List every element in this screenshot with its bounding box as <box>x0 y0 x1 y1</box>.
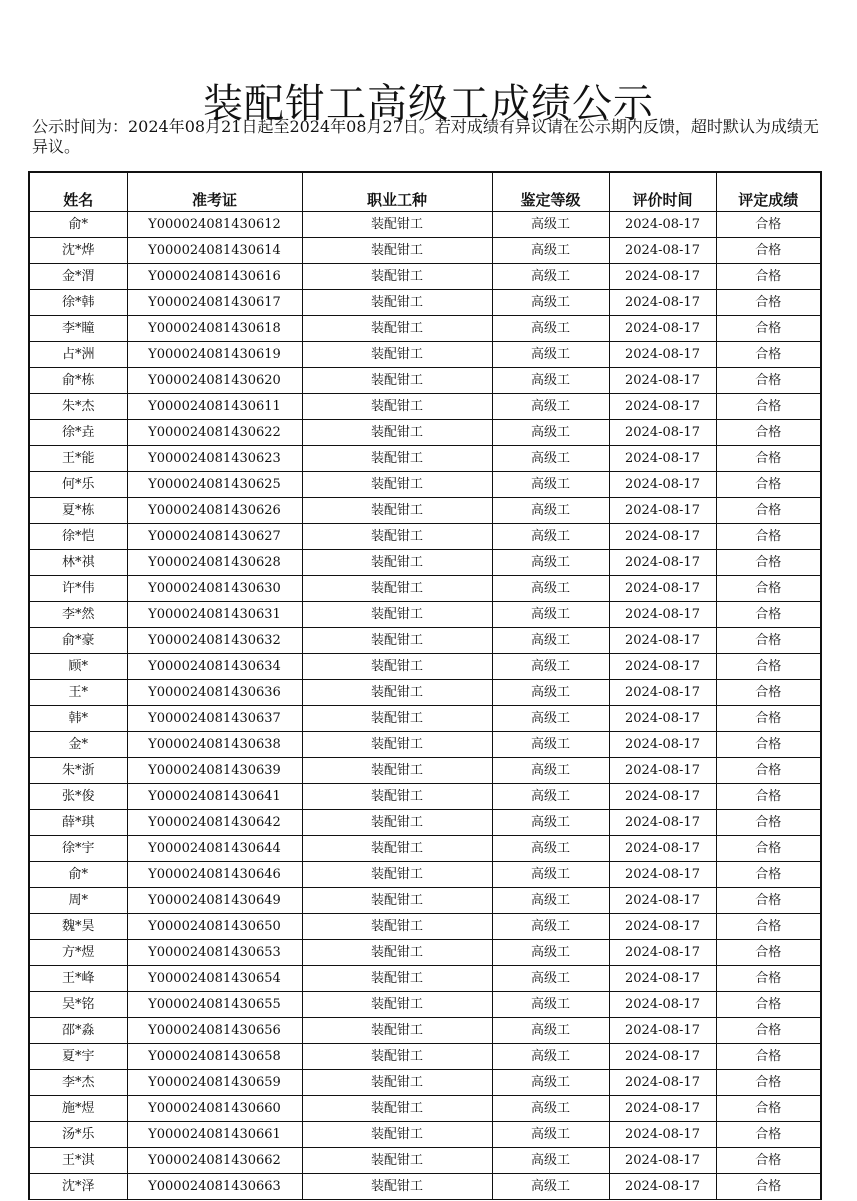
cell-name: 魏*昊 <box>29 913 127 939</box>
cell-result: 合格 <box>716 263 821 289</box>
cell-occupation: 装配钳工 <box>302 965 492 991</box>
cell-eval-date: 2024-08-17 <box>609 939 716 965</box>
table-row <box>29 705 821 731</box>
cell-level: 高级工 <box>492 601 609 627</box>
cell-ticket-number: Y000024081430623 <box>127 445 302 471</box>
cell-ticket-number: Y000024081430616 <box>127 263 302 289</box>
cell-result: 合格 <box>716 601 821 627</box>
cell-occupation: 装配钳工 <box>302 367 492 393</box>
cell-eval-date: 2024-08-17 <box>609 1173 716 1199</box>
cell-level: 高级工 <box>492 1173 609 1199</box>
cell-occupation: 装配钳工 <box>302 705 492 731</box>
cell-result: 合格 <box>716 1017 821 1043</box>
cell-result: 合格 <box>716 211 821 237</box>
cell-eval-date: 2024-08-17 <box>609 1147 716 1173</box>
cell-ticket-number: Y000024081430653 <box>127 939 302 965</box>
cell-eval-date: 2024-08-17 <box>609 263 716 289</box>
cell-result: 合格 <box>716 1043 821 1069</box>
cell-eval-date: 2024-08-17 <box>609 471 716 497</box>
cell-occupation: 装配钳工 <box>302 757 492 783</box>
cell-level: 高级工 <box>492 679 609 705</box>
cell-result: 合格 <box>716 991 821 1017</box>
cell-level: 高级工 <box>492 809 609 835</box>
cell-occupation: 装配钳工 <box>302 419 492 445</box>
cell-occupation: 装配钳工 <box>302 679 492 705</box>
cell-result: 合格 <box>716 549 821 575</box>
cell-name: 王*能 <box>29 445 127 471</box>
table-body <box>29 211 821 1199</box>
cell-occupation: 装配钳工 <box>302 835 492 861</box>
table-row <box>29 991 821 1017</box>
cell-ticket-number: Y000024081430659 <box>127 1069 302 1095</box>
cell-result: 合格 <box>716 835 821 861</box>
cell-result: 合格 <box>716 367 821 393</box>
cell-result: 合格 <box>716 965 821 991</box>
cell-eval-date: 2024-08-17 <box>609 1017 716 1043</box>
cell-ticket-number: Y000024081430626 <box>127 497 302 523</box>
cell-ticket-number: Y000024081430634 <box>127 653 302 679</box>
table-row <box>29 887 821 913</box>
cell-eval-date: 2024-08-17 <box>609 367 716 393</box>
table-row <box>29 263 821 289</box>
cell-occupation: 装配钳工 <box>302 939 492 965</box>
notice-text: 公示时间为：2024年08月21日起至2024年08月27日。若对成绩有异议请在公示期内反馈，超时默认为成绩无异议。 <box>32 117 819 156</box>
cell-occupation: 装配钳工 <box>302 315 492 341</box>
cell-level: 高级工 <box>492 1069 609 1095</box>
cell-level: 高级工 <box>492 419 609 445</box>
cell-ticket-number: Y000024081430646 <box>127 861 302 887</box>
cell-level: 高级工 <box>492 289 609 315</box>
cell-name: 林*祺 <box>29 549 127 575</box>
cell-result: 合格 <box>716 419 821 445</box>
cell-name: 王*峰 <box>29 965 127 991</box>
cell-name: 张*俊 <box>29 783 127 809</box>
cell-eval-date: 2024-08-17 <box>609 549 716 575</box>
cell-level: 高级工 <box>492 471 609 497</box>
cell-name: 俞* <box>29 861 127 887</box>
cell-eval-date: 2024-08-17 <box>609 393 716 419</box>
cell-eval-date: 2024-08-17 <box>609 601 716 627</box>
cell-level: 高级工 <box>492 1043 609 1069</box>
cell-level: 高级工 <box>492 913 609 939</box>
cell-level: 高级工 <box>492 237 609 263</box>
cell-occupation: 装配钳工 <box>302 263 492 289</box>
table-row <box>29 315 821 341</box>
cell-result: 合格 <box>716 731 821 757</box>
table-row <box>29 1121 821 1147</box>
cell-eval-date: 2024-08-17 <box>609 1095 716 1121</box>
cell-occupation: 装配钳工 <box>302 861 492 887</box>
cell-name: 邵*淼 <box>29 1017 127 1043</box>
cell-level: 高级工 <box>492 835 609 861</box>
cell-level: 高级工 <box>492 731 609 757</box>
cell-name: 薛*琪 <box>29 809 127 835</box>
cell-eval-date: 2024-08-17 <box>609 315 716 341</box>
cell-ticket-number: Y000024081430655 <box>127 991 302 1017</box>
cell-occupation: 装配钳工 <box>302 393 492 419</box>
cell-ticket-number: Y000024081430627 <box>127 523 302 549</box>
cell-ticket-number: Y000024081430614 <box>127 237 302 263</box>
cell-occupation: 装配钳工 <box>302 523 492 549</box>
cell-level: 高级工 <box>492 1121 609 1147</box>
cell-eval-date: 2024-08-17 <box>609 1121 716 1147</box>
cell-ticket-number: Y000024081430658 <box>127 1043 302 1069</box>
table-row <box>29 367 821 393</box>
cell-ticket-number: Y000024081430625 <box>127 471 302 497</box>
table-row <box>29 861 821 887</box>
table-row <box>29 679 821 705</box>
cell-eval-date: 2024-08-17 <box>609 341 716 367</box>
table-row <box>29 1147 821 1173</box>
cell-ticket-number: Y000024081430637 <box>127 705 302 731</box>
table-row <box>29 913 821 939</box>
cell-result: 合格 <box>716 1173 821 1199</box>
cell-occupation: 装配钳工 <box>302 887 492 913</box>
cell-result: 合格 <box>716 341 821 367</box>
cell-result: 合格 <box>716 575 821 601</box>
cell-name: 金* <box>29 731 127 757</box>
cell-name: 占*洲 <box>29 341 127 367</box>
header-eval-date: 评价时间 <box>609 172 716 211</box>
cell-name: 俞*栋 <box>29 367 127 393</box>
header-name: 姓名 <box>29 172 127 211</box>
cell-name: 徐*韩 <box>29 289 127 315</box>
cell-result: 合格 <box>716 861 821 887</box>
cell-occupation: 装配钳工 <box>302 783 492 809</box>
table-row <box>29 653 821 679</box>
cell-eval-date: 2024-08-17 <box>609 809 716 835</box>
cell-ticket-number: Y000024081430641 <box>127 783 302 809</box>
cell-occupation: 装配钳工 <box>302 809 492 835</box>
cell-name: 王* <box>29 679 127 705</box>
header-occupation: 职业工种 <box>302 172 492 211</box>
cell-ticket-number: Y000024081430617 <box>127 289 302 315</box>
cell-name: 王*淇 <box>29 1147 127 1173</box>
cell-level: 高级工 <box>492 757 609 783</box>
cell-eval-date: 2024-08-17 <box>609 783 716 809</box>
cell-level: 高级工 <box>492 861 609 887</box>
cell-result: 合格 <box>716 471 821 497</box>
table-row <box>29 757 821 783</box>
cell-result: 合格 <box>716 315 821 341</box>
cell-occupation: 装配钳工 <box>302 575 492 601</box>
cell-result: 合格 <box>716 1147 821 1173</box>
cell-result: 合格 <box>716 497 821 523</box>
cell-occupation: 装配钳工 <box>302 471 492 497</box>
cell-occupation: 装配钳工 <box>302 549 492 575</box>
cell-eval-date: 2024-08-17 <box>609 627 716 653</box>
cell-name: 徐*垚 <box>29 419 127 445</box>
cell-name: 李*杰 <box>29 1069 127 1095</box>
cell-level: 高级工 <box>492 1017 609 1043</box>
table-row <box>29 783 821 809</box>
cell-eval-date: 2024-08-17 <box>609 575 716 601</box>
table-row <box>29 1095 821 1121</box>
cell-occupation: 装配钳工 <box>302 341 492 367</box>
cell-name: 吴*铭 <box>29 991 127 1017</box>
table-row <box>29 1043 821 1069</box>
cell-name: 朱*浙 <box>29 757 127 783</box>
cell-name: 韩* <box>29 705 127 731</box>
table-row <box>29 835 821 861</box>
cell-ticket-number: Y000024081430630 <box>127 575 302 601</box>
cell-result: 合格 <box>716 705 821 731</box>
table-row <box>29 575 821 601</box>
cell-occupation: 装配钳工 <box>302 211 492 237</box>
cell-ticket-number: Y000024081430611 <box>127 393 302 419</box>
table-row <box>29 445 821 471</box>
cell-level: 高级工 <box>492 1095 609 1121</box>
cell-ticket-number: Y000024081430636 <box>127 679 302 705</box>
table-row <box>29 523 821 549</box>
header-level: 鉴定等级 <box>492 172 609 211</box>
table-row <box>29 731 821 757</box>
cell-level: 高级工 <box>492 965 609 991</box>
table-row <box>29 237 821 263</box>
table-row <box>29 419 821 445</box>
table-header <box>29 172 821 211</box>
table-row <box>29 341 821 367</box>
cell-level: 高级工 <box>492 783 609 809</box>
cell-occupation: 装配钳工 <box>302 1095 492 1121</box>
cell-name: 许*伟 <box>29 575 127 601</box>
header-result: 评定成绩 <box>716 172 821 211</box>
cell-name: 施*煜 <box>29 1095 127 1121</box>
cell-name: 方*煜 <box>29 939 127 965</box>
cell-level: 高级工 <box>492 497 609 523</box>
cell-occupation: 装配钳工 <box>302 1017 492 1043</box>
cell-result: 合格 <box>716 289 821 315</box>
cell-ticket-number: Y000024081430650 <box>127 913 302 939</box>
cell-level: 高级工 <box>492 263 609 289</box>
table-row <box>29 211 821 237</box>
cell-ticket-number: Y000024081430619 <box>127 341 302 367</box>
cell-name: 金*渭 <box>29 263 127 289</box>
table-row <box>29 289 821 315</box>
cell-ticket-number: Y000024081430654 <box>127 965 302 991</box>
table-row <box>29 965 821 991</box>
cell-ticket-number: Y000024081430661 <box>127 1121 302 1147</box>
cell-name: 沈*烨 <box>29 237 127 263</box>
table-row <box>29 549 821 575</box>
cell-eval-date: 2024-08-17 <box>609 861 716 887</box>
cell-occupation: 装配钳工 <box>302 1069 492 1095</box>
cell-result: 合格 <box>716 809 821 835</box>
cell-level: 高级工 <box>492 445 609 471</box>
cell-ticket-number: Y000024081430631 <box>127 601 302 627</box>
cell-level: 高级工 <box>492 705 609 731</box>
cell-name: 朱*杰 <box>29 393 127 419</box>
cell-ticket-number: Y000024081430638 <box>127 731 302 757</box>
results-table <box>28 171 822 1200</box>
cell-eval-date: 2024-08-17 <box>609 887 716 913</box>
cell-eval-date: 2024-08-17 <box>609 913 716 939</box>
cell-name: 顾* <box>29 653 127 679</box>
table-row <box>29 809 821 835</box>
cell-eval-date: 2024-08-17 <box>609 705 716 731</box>
table-row <box>29 1017 821 1043</box>
header-row <box>29 172 821 211</box>
table-row <box>29 393 821 419</box>
cell-result: 合格 <box>716 757 821 783</box>
cell-ticket-number: Y000024081430618 <box>127 315 302 341</box>
cell-occupation: 装配钳工 <box>302 497 492 523</box>
cell-occupation: 装配钳工 <box>302 445 492 471</box>
cell-eval-date: 2024-08-17 <box>609 679 716 705</box>
cell-result: 合格 <box>716 1069 821 1095</box>
cell-name: 汤*乐 <box>29 1121 127 1147</box>
cell-result: 合格 <box>716 1121 821 1147</box>
cell-name: 夏*栋 <box>29 497 127 523</box>
cell-ticket-number: Y000024081430620 <box>127 367 302 393</box>
cell-occupation: 装配钳工 <box>302 627 492 653</box>
cell-result: 合格 <box>716 939 821 965</box>
cell-ticket-number: Y000024081430642 <box>127 809 302 835</box>
cell-occupation: 装配钳工 <box>302 1147 492 1173</box>
cell-name: 夏*宇 <box>29 1043 127 1069</box>
cell-name: 俞*豪 <box>29 627 127 653</box>
cell-name: 李*然 <box>29 601 127 627</box>
cell-result: 合格 <box>716 783 821 809</box>
cell-level: 高级工 <box>492 627 609 653</box>
table-row <box>29 471 821 497</box>
cell-level: 高级工 <box>492 549 609 575</box>
cell-occupation: 装配钳工 <box>302 1121 492 1147</box>
cell-occupation: 装配钳工 <box>302 601 492 627</box>
cell-level: 高级工 <box>492 575 609 601</box>
cell-eval-date: 2024-08-17 <box>609 835 716 861</box>
cell-name: 沈*泽 <box>29 1173 127 1199</box>
cell-name: 周* <box>29 887 127 913</box>
cell-eval-date: 2024-08-17 <box>609 965 716 991</box>
cell-level: 高级工 <box>492 523 609 549</box>
table-row <box>29 497 821 523</box>
cell-eval-date: 2024-08-17 <box>609 1043 716 1069</box>
cell-name: 俞* <box>29 211 127 237</box>
cell-occupation: 装配钳工 <box>302 653 492 679</box>
cell-ticket-number: Y000024081430660 <box>127 1095 302 1121</box>
cell-eval-date: 2024-08-17 <box>609 497 716 523</box>
cell-level: 高级工 <box>492 341 609 367</box>
cell-ticket-number: Y000024081430663 <box>127 1173 302 1199</box>
cell-eval-date: 2024-08-17 <box>609 523 716 549</box>
cell-name: 徐*恺 <box>29 523 127 549</box>
cell-eval-date: 2024-08-17 <box>609 289 716 315</box>
cell-result: 合格 <box>716 393 821 419</box>
cell-result: 合格 <box>716 445 821 471</box>
cell-eval-date: 2024-08-17 <box>609 757 716 783</box>
cell-level: 高级工 <box>492 315 609 341</box>
cell-ticket-number: Y000024081430612 <box>127 211 302 237</box>
cell-eval-date: 2024-08-17 <box>609 991 716 1017</box>
header-ticket-number: 准考证 <box>127 172 302 211</box>
table-row <box>29 1069 821 1095</box>
cell-name: 徐*宇 <box>29 835 127 861</box>
cell-ticket-number: Y000024081430649 <box>127 887 302 913</box>
cell-result: 合格 <box>716 523 821 549</box>
cell-level: 高级工 <box>492 393 609 419</box>
cell-eval-date: 2024-08-17 <box>609 211 716 237</box>
cell-level: 高级工 <box>492 1147 609 1173</box>
cell-level: 高级工 <box>492 939 609 965</box>
cell-result: 合格 <box>716 887 821 913</box>
cell-occupation: 装配钳工 <box>302 1173 492 1199</box>
cell-result: 合格 <box>716 913 821 939</box>
cell-ticket-number: Y000024081430656 <box>127 1017 302 1043</box>
page-title: 装配钳工高级工成绩公示 <box>203 80 654 127</box>
cell-result: 合格 <box>716 1095 821 1121</box>
cell-result: 合格 <box>716 653 821 679</box>
cell-eval-date: 2024-08-17 <box>609 731 716 757</box>
table-row <box>29 1173 821 1199</box>
table-row <box>29 939 821 965</box>
cell-eval-date: 2024-08-17 <box>609 445 716 471</box>
cell-occupation: 装配钳工 <box>302 913 492 939</box>
table-row <box>29 601 821 627</box>
cell-eval-date: 2024-08-17 <box>609 419 716 445</box>
cell-ticket-number: Y000024081430644 <box>127 835 302 861</box>
cell-eval-date: 2024-08-17 <box>609 1069 716 1095</box>
cell-occupation: 装配钳工 <box>302 289 492 315</box>
cell-occupation: 装配钳工 <box>302 237 492 263</box>
cell-ticket-number: Y000024081430662 <box>127 1147 302 1173</box>
cell-name: 何*乐 <box>29 471 127 497</box>
cell-occupation: 装配钳工 <box>302 991 492 1017</box>
cell-ticket-number: Y000024081430632 <box>127 627 302 653</box>
cell-result: 合格 <box>716 237 821 263</box>
cell-ticket-number: Y000024081430628 <box>127 549 302 575</box>
cell-ticket-number: Y000024081430622 <box>127 419 302 445</box>
cell-level: 高级工 <box>492 211 609 237</box>
cell-occupation: 装配钳工 <box>302 1043 492 1069</box>
cell-occupation: 装配钳工 <box>302 731 492 757</box>
cell-level: 高级工 <box>492 887 609 913</box>
cell-ticket-number: Y000024081430639 <box>127 757 302 783</box>
cell-eval-date: 2024-08-17 <box>609 237 716 263</box>
cell-name: 李*瞳 <box>29 315 127 341</box>
cell-result: 合格 <box>716 627 821 653</box>
cell-level: 高级工 <box>492 991 609 1017</box>
table-row <box>29 627 821 653</box>
cell-level: 高级工 <box>492 653 609 679</box>
cell-eval-date: 2024-08-17 <box>609 653 716 679</box>
cell-result: 合格 <box>716 679 821 705</box>
cell-level: 高级工 <box>492 367 609 393</box>
